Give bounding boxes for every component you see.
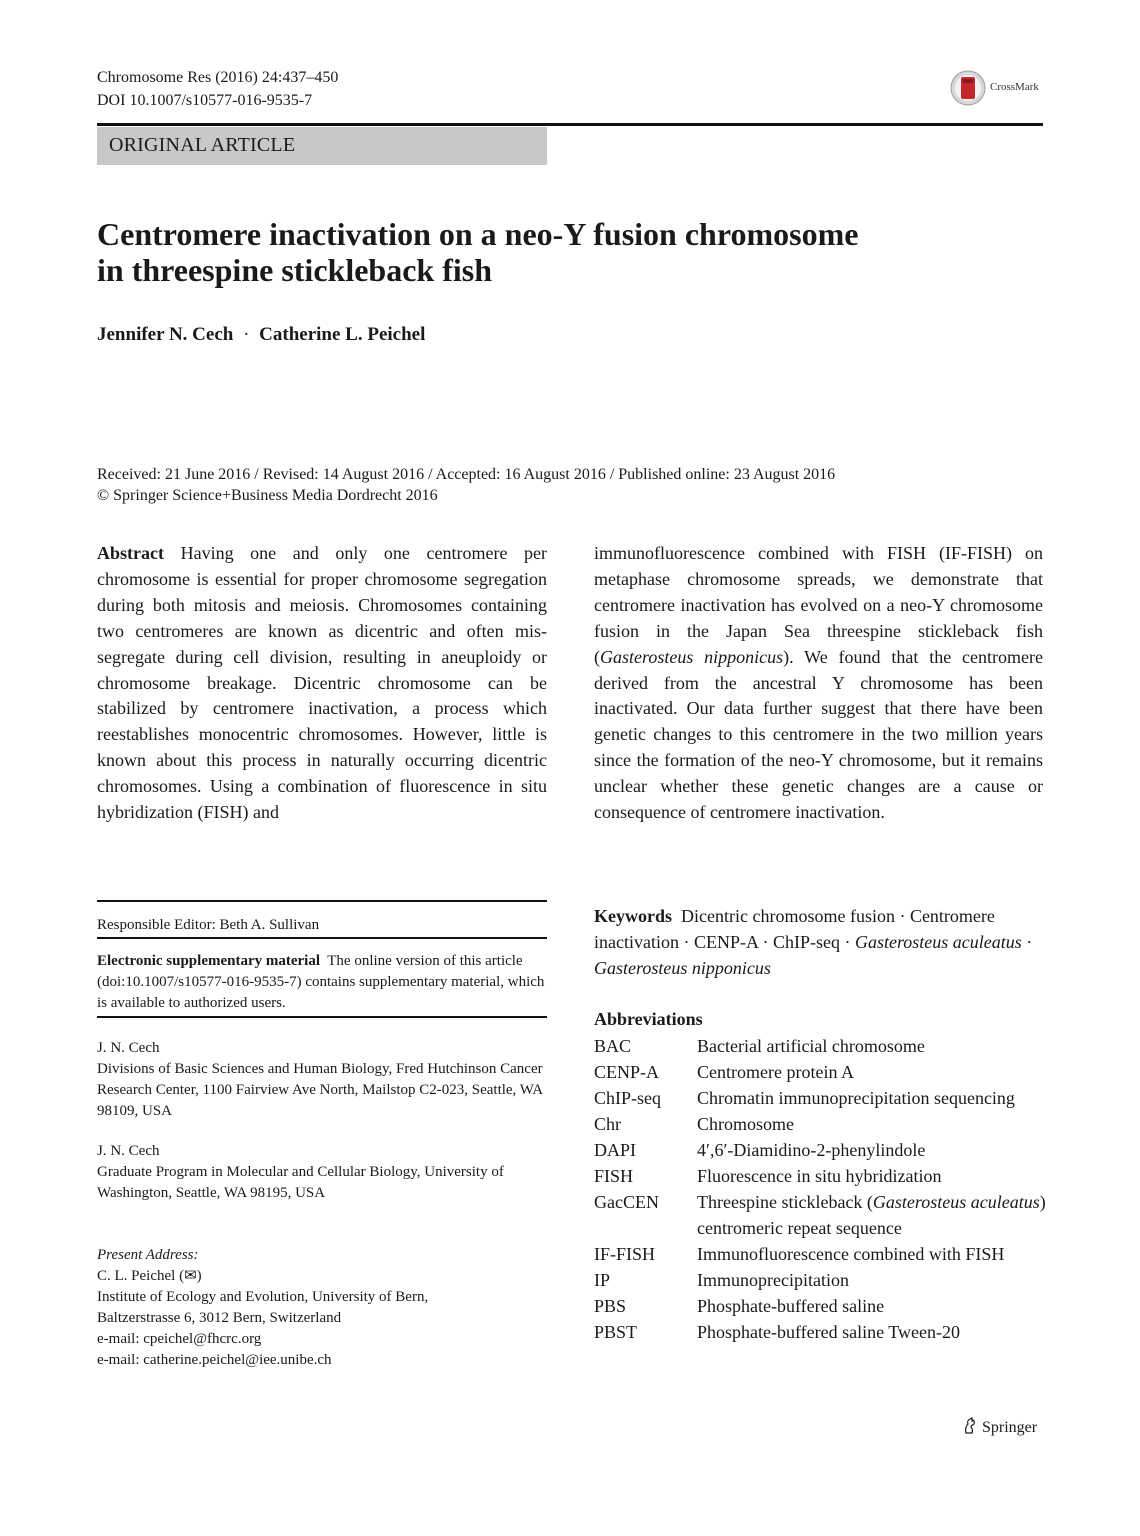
abbreviation-definition: 4′,6′-Diamidino-2-phenylindole (697, 1140, 926, 1160)
keywords-label: Keywords (594, 906, 672, 926)
affiliation-text: Graduate Program in Molecular and Cellular Biology, University of Washington, Seattle, WA 98195, USA (97, 1164, 504, 1201)
abstract-left-column (97, 541, 547, 826)
abbreviation-definition: Phosphate-buffered saline (697, 1296, 885, 1316)
abbreviation-row (594, 1267, 1046, 1293)
abbreviation-row (594, 1189, 1046, 1241)
abbreviation-row (594, 1111, 1046, 1137)
affiliation-1 (97, 1038, 547, 1122)
esm-text[interactable]: The online version of this article (doi:10.1007/s10577-016-9535-7) contains supplementary material, which is available to authorized users. (97, 953, 545, 1011)
doi-line[interactable]: DOI 10.1007/s10577-016-9535-7 (97, 92, 313, 109)
abbreviation-term: PBS (594, 1296, 627, 1316)
abstract-text: Having one and only one centromere per chromosome is essential for proper chromosome segregation during both mitosis and meiosis. Chromosomes containing two centromeres are known as dicentric and often mis-segregate during cell division, resulting in aneuploidy or chromosome breakage. Dicentric chromosome can be stabilized by centromere inactivation, a process which reestablishes monocentric chromosomes. However, little is known about this process in naturally occurring dicentric chromosomes. Using a combination of fluorescence in situ hybridization (FISH) and (97, 543, 548, 823)
abbreviation-term: IF-FISH (594, 1244, 656, 1264)
title-line-1: Centromere inactivation on a neo-Y fusion chromosome (97, 216, 859, 252)
publisher-name: Springer (982, 1419, 1038, 1436)
abbreviation-row (594, 1293, 1046, 1319)
crossmark-label: CrossMark (990, 81, 1039, 93)
abstract-label: Abstract (97, 543, 164, 563)
header-rule (97, 123, 1043, 126)
abbreviation-term: IP (594, 1270, 611, 1290)
present-address-label: Present Address: (97, 1247, 199, 1263)
footnote-rule (97, 900, 547, 902)
email-link[interactable]: e-mail: cpeichel@fhcrc.org (97, 1331, 262, 1347)
abbreviation-row (594, 1137, 1046, 1163)
abbreviation-term: DAPI (594, 1140, 637, 1160)
abbreviation-term: PBST (594, 1322, 638, 1342)
abbreviation-definition: Immunoprecipitation (697, 1270, 849, 1290)
abstract-right-column (594, 541, 1043, 826)
keyword-species: Gasterosteus aculeatus (854, 932, 1022, 952)
journal-citation (97, 66, 338, 112)
abbreviation-row (594, 1033, 1046, 1059)
title-line-2: in threespine stickleback fish (97, 252, 492, 288)
abbreviation-definition: Chromosome (697, 1114, 794, 1134)
abstract-text: ). We found that the centromere derived from the ancestral Y chromosome has been inactivated. Our data further suggest that there have been genetic changes to this centromere in the two million years since the formation of the neo-Y chromosome, but it remains unclear whether these genetic changes are a cause or consequence of centromere inactivation. (594, 646, 1043, 823)
crossmark-icon (950, 70, 986, 106)
definition-species: Gasterosteus aculeatus (872, 1192, 1040, 1212)
footnote-rule (97, 1016, 547, 1018)
definition-text: ) centromeric repeat sequence (697, 1192, 1046, 1238)
keywords-block (594, 903, 1043, 981)
definition-text: Threespine stickleback ( (697, 1192, 873, 1212)
affiliation-2 (97, 1141, 547, 1204)
keyword-separator: · (1021, 932, 1033, 952)
publisher-logo[interactable] (962, 1417, 1037, 1437)
abbreviation-term: BAC (594, 1036, 632, 1056)
abbreviation-definition: Phosphate-buffered saline Tween-20 (697, 1322, 960, 1342)
abbreviation-row (594, 1241, 1046, 1267)
springer-horse-icon (962, 1417, 978, 1435)
abbreviation-term: ChIP-seq (594, 1088, 661, 1108)
crossmark-badge[interactable] (950, 70, 1050, 106)
abbreviations-heading: Abbreviations (594, 1009, 703, 1029)
author-list (97, 324, 425, 346)
esm-label: Electronic supplementary material (97, 953, 321, 969)
abbreviation-row (594, 1163, 1046, 1189)
responsible-editor: Responsible Editor: Beth A. Sullivan (97, 917, 320, 933)
email-link[interactable]: e-mail: catherine.peichel@iee.unibe.ch (97, 1352, 332, 1368)
abbreviation-definition: Chromatin immunoprecipitation sequencing (697, 1088, 1015, 1108)
article-type-banner: ORIGINAL ARTICLE (97, 127, 547, 165)
author-name[interactable]: Catherine L. Peichel (259, 324, 426, 345)
affiliation-author: J. N. Cech (97, 1040, 160, 1056)
abbreviation-definition (697, 1189, 1046, 1241)
abbreviation-definition: Bacterial artificial chromosome (697, 1036, 925, 1056)
history-dates: Received: 21 June 2016 / Revised: 14 August 2016 / Accepted: 16 August 2016 / Published online: 23 August 2016 (97, 466, 836, 483)
abbreviation-term: GacCEN (594, 1192, 659, 1212)
abbreviation-definition: Immunofluorescence combined with FISH (697, 1244, 1005, 1264)
abbreviation-term: Chr (594, 1114, 621, 1134)
affiliation-text: Divisions of Basic Sciences and Human Biology, Fred Hutchinson Cancer Research Center, 1100 Fairview Ave North, Mailstop C2-023, Seattle, WA 98109, USA (97, 1061, 543, 1119)
publication-dates (97, 464, 835, 506)
abbreviations-table (594, 1033, 1046, 1345)
address-line: Institute of Ecology and Evolution, University of Bern, (97, 1289, 429, 1305)
esm-note (97, 951, 547, 1014)
abbreviation-row (594, 1059, 1046, 1085)
abbreviation-definition: Centromere protein A (697, 1062, 854, 1082)
abbreviation-row (594, 1085, 1046, 1111)
corresponding-author[interactable]: C. L. Peichel (✉) (97, 1268, 202, 1284)
journal-line-1: Chromosome Res (2016) 24:437–450 (97, 69, 339, 86)
address-line: Baltzerstrasse 6, 3012 Bern, Switzerland (97, 1310, 342, 1326)
keyword-species: Gasterosteus nipponicus (594, 958, 771, 978)
author-separator: · (243, 324, 250, 345)
keywords-text: Dicentric chromosome fusion · Centromere inactivation · CENP-A · ChIP-seq · (594, 906, 995, 952)
species-name: Gasterosteus nipponicus (600, 646, 784, 667)
abstract-text: immunofluorescence combined with FISH (IF-FISH) on metaphase chromosome spreads, we demonstrate that centromere inactivation has evolved on a neo-Y chromosome fusion in the Japan Sea threespine stickleback fish ( (594, 543, 1043, 667)
abbreviation-definition: Fluorescence in situ hybridization (697, 1166, 942, 1186)
affiliation-author: J. N. Cech (97, 1143, 160, 1159)
abbreviation-term: FISH (594, 1166, 634, 1186)
abbreviation-row (594, 1319, 1046, 1345)
copyright-line: © Springer Science+Business Media Dordrecht 2016 (97, 487, 438, 504)
abbreviation-term: CENP-A (594, 1062, 660, 1082)
present-address (97, 1245, 547, 1371)
footnote-rule (97, 937, 547, 939)
author-name[interactable]: Jennifer N. Cech (97, 324, 234, 345)
article-title (97, 216, 997, 288)
